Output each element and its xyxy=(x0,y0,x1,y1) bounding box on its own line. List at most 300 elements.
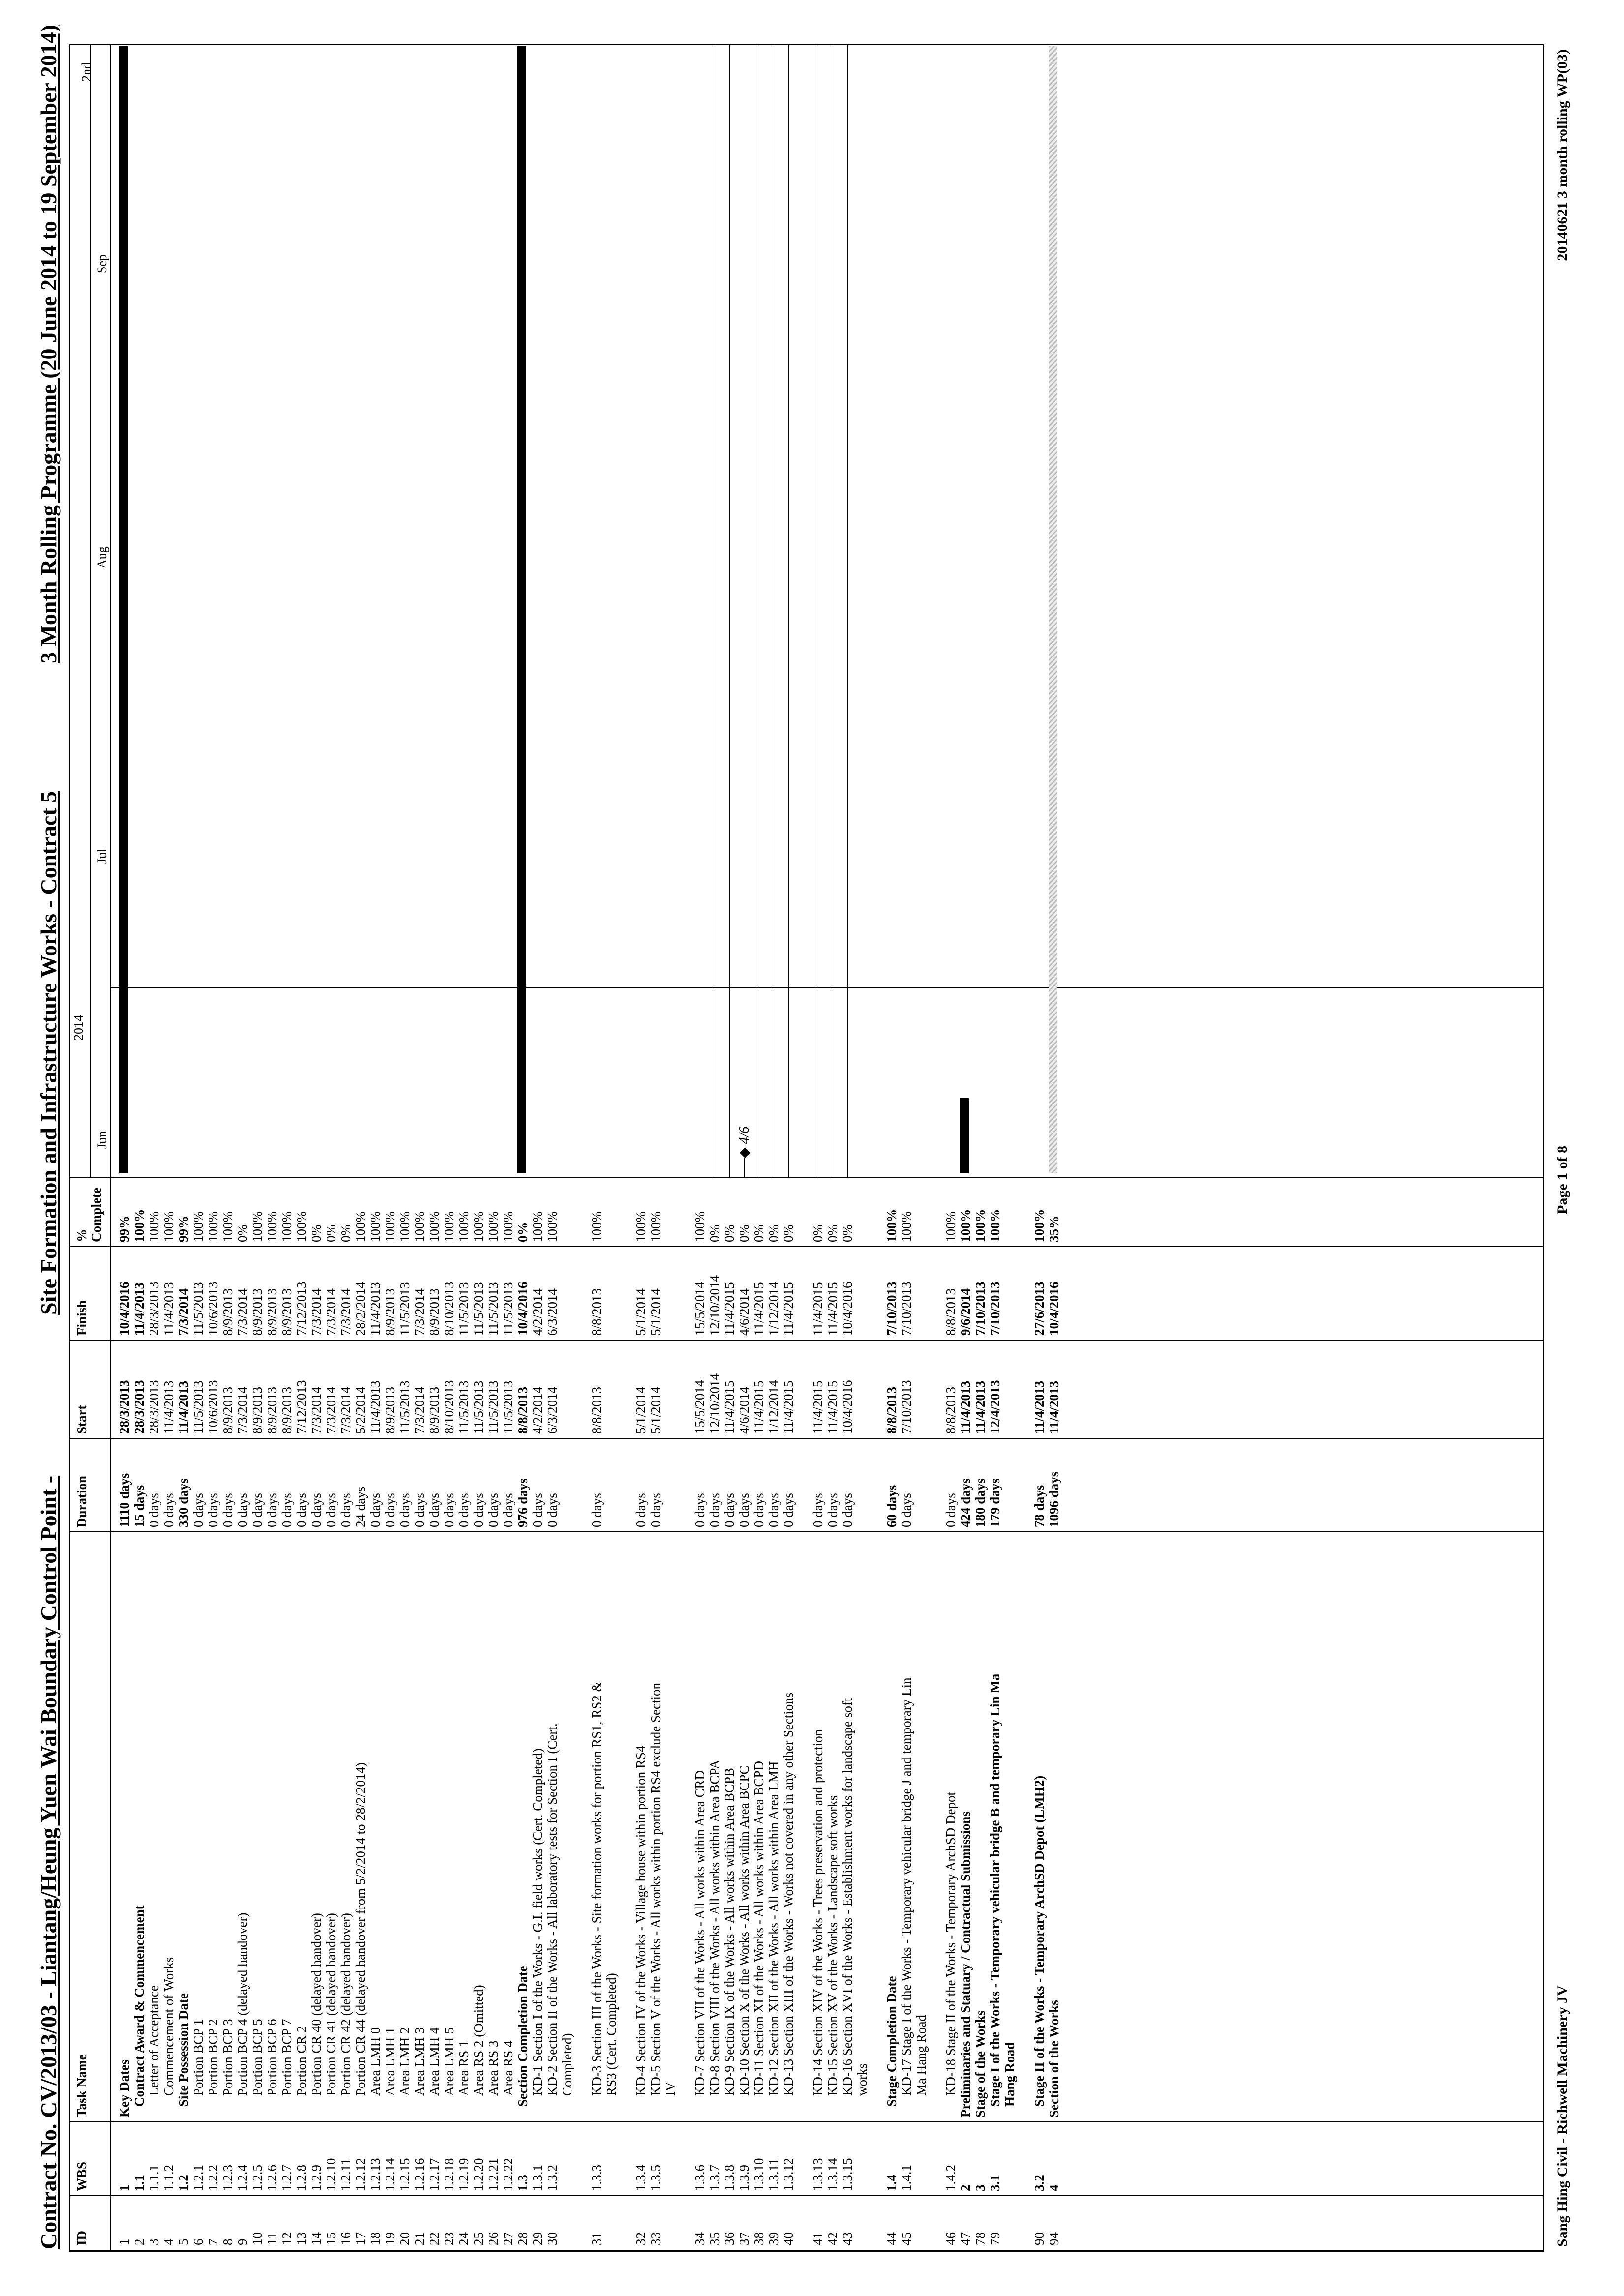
row-finish: 8/8/2013 xyxy=(943,1288,958,1336)
row-task-name: Area LMH 2 xyxy=(397,2027,412,2096)
footer-page: Page 1 of 8 xyxy=(1554,1145,1570,1214)
row-complete: 99% xyxy=(176,1216,191,1242)
row-finish: 7/3/2014 xyxy=(235,1288,250,1336)
row-id: 25 xyxy=(471,2232,486,2245)
row-id: 19 xyxy=(383,2232,397,2245)
row-wbs: 1.1 xyxy=(132,2175,147,2191)
row-id: 2 xyxy=(132,2238,147,2245)
row-complete: 100% xyxy=(633,1211,648,1242)
row-task-name: KD-11 Section XI of the Works - All works within Area BCPD xyxy=(752,1760,766,2096)
row-complete: 0% xyxy=(515,1222,530,1242)
row-finish: 7/3/2014 xyxy=(309,1288,324,1336)
row-wbs: 1.3.3 xyxy=(589,2165,604,2191)
row-wbs: 1.2.13 xyxy=(368,2158,383,2191)
row-wbs: 1.2.15 xyxy=(397,2158,412,2191)
row-wbs: 1.2.18 xyxy=(442,2158,456,2191)
row-task-name: KD-5 Section V of the Works - All works within portion RS4 exclude Section xyxy=(648,1682,663,2096)
row-start: 4/6/2014 xyxy=(737,1386,752,1434)
row-wbs: 1.3.6 xyxy=(692,2165,707,2191)
row-start: 8/9/2013 xyxy=(220,1386,235,1434)
row-start: 8/8/2013 xyxy=(515,1386,530,1434)
row-finish: 8/10/2013 xyxy=(442,1282,456,1336)
timescale-year: 2014 xyxy=(71,1015,86,1041)
row-complete: 100% xyxy=(530,1211,545,1242)
row-finish: 11/5/2013 xyxy=(397,1282,412,1336)
column-divider xyxy=(70,1531,1543,1532)
row-duration: 0 days xyxy=(147,1493,161,1527)
row-complete: 100% xyxy=(147,1211,161,1242)
row-wbs: 1.4.2 xyxy=(943,2165,958,2191)
row-id: 41 xyxy=(811,2232,825,2245)
row-start: 5/2/2014 xyxy=(353,1386,368,1434)
row-id: 79 xyxy=(988,2232,1002,2245)
row-finish: 9/6/2014 xyxy=(958,1288,973,1336)
col-finish-header: Finish xyxy=(74,1300,89,1336)
link-line xyxy=(847,45,848,1178)
row-id: 34 xyxy=(692,2232,707,2245)
row-duration: 0 days xyxy=(324,1493,338,1527)
row-start: 11/4/2013 xyxy=(958,1380,973,1434)
row-complete: 100% xyxy=(1032,1209,1047,1242)
row-finish: 5/1/2014 xyxy=(648,1288,663,1336)
row-id: 46 xyxy=(943,2232,958,2245)
row-duration: 0 days xyxy=(456,1493,471,1527)
row-wbs: 1.2.12 xyxy=(353,2158,368,2191)
col-id-header: ID xyxy=(74,2230,89,2245)
row-finish: 10/4/2016 xyxy=(117,1282,132,1336)
row-complete: 100% xyxy=(884,1209,899,1242)
row-duration: 0 days xyxy=(427,1493,442,1527)
timescale-month-sep: Sep xyxy=(95,254,109,273)
row-wbs: 1.3 xyxy=(515,2175,530,2191)
row-wbs: 1.2 xyxy=(176,2175,191,2191)
row-duration: 0 days xyxy=(825,1493,840,1527)
row-id: 11 xyxy=(265,2233,279,2245)
link-line xyxy=(788,45,789,1178)
link-line xyxy=(729,45,730,1178)
row-id: 26 xyxy=(486,2232,501,2245)
gantt-bar xyxy=(960,1098,969,1173)
works-title: Site Formation and Infrastructure Works - Contract 5 xyxy=(36,791,61,1315)
row-id: 20 xyxy=(397,2232,412,2245)
row-task-name: Portion BCP 1 xyxy=(191,2019,206,2096)
row-finish: 11/4/2015 xyxy=(781,1282,796,1336)
row-complete: 0% xyxy=(766,1224,781,1242)
row-id: 23 xyxy=(442,2232,456,2245)
row-wbs: 1.3.2 xyxy=(545,2165,560,2191)
row-task-name: Commencement of Works xyxy=(161,1957,176,2096)
row-duration: 0 days xyxy=(368,1493,383,1527)
row-complete: 0% xyxy=(722,1224,737,1242)
row-duration: 0 days xyxy=(265,1493,279,1527)
row-task-name: Preliminaries and Statuary / Contractual Submissions xyxy=(958,1811,973,2117)
row-wbs: 4 xyxy=(1047,2184,1061,2191)
row-wbs: 1.2.5 xyxy=(250,2165,265,2191)
row-wbs: 1.3.12 xyxy=(781,2158,796,2191)
row-finish: 7/10/2013 xyxy=(884,1282,899,1336)
row-duration: 0 days xyxy=(545,1493,560,1527)
row-id: 31 xyxy=(589,2232,604,2245)
row-duration: 60 days xyxy=(884,1485,899,1527)
row-complete: 100% xyxy=(294,1211,309,1242)
row-start: 11/5/2013 xyxy=(456,1380,471,1434)
row-complete: 100% xyxy=(265,1211,279,1242)
row-id: 39 xyxy=(766,2232,781,2245)
row-id: 38 xyxy=(752,2232,766,2245)
row-duration: 0 days xyxy=(442,1493,456,1527)
row-task-name: Site Possession Date xyxy=(176,1993,191,2107)
row-duration: 180 days xyxy=(973,1478,988,1527)
row-complete: 0% xyxy=(338,1224,353,1242)
row-wbs: 3.1 xyxy=(988,2175,1002,2191)
row-finish: 7/3/2014 xyxy=(324,1288,338,1336)
column-divider xyxy=(70,1438,1543,1439)
row-duration: 0 days xyxy=(501,1493,515,1527)
row-task-name: Portion BCP 4 (delayed handover) xyxy=(235,1912,250,2096)
row-duration: 0 days xyxy=(397,1493,412,1527)
row-finish: 10/4/2016 xyxy=(1047,1282,1061,1336)
row-duration: 0 days xyxy=(383,1493,397,1527)
row-complete: 100% xyxy=(589,1211,604,1242)
row-wbs: 1.2.11 xyxy=(338,2158,353,2191)
row-complete: 35% xyxy=(1047,1216,1061,1242)
row-id: 3 xyxy=(147,2238,161,2245)
row-finish: 11/4/2015 xyxy=(825,1282,840,1336)
row-wbs: 1.2.10 xyxy=(324,2158,338,2191)
row-wbs: 1.2.16 xyxy=(412,2158,427,2191)
row-finish: 11/5/2013 xyxy=(501,1282,515,1336)
row-id: 15 xyxy=(324,2232,338,2245)
row-finish: 10/4/2016 xyxy=(840,1282,855,1336)
row-start: 11/4/2013 xyxy=(973,1380,988,1434)
row-finish: 6/3/2014 xyxy=(545,1288,560,1336)
row-complete: 0% xyxy=(324,1224,338,1242)
row-duration: 78 days xyxy=(1032,1485,1047,1527)
row-id: 94 xyxy=(1047,2232,1061,2245)
row-task-name: KD-4 Section IV of the Works - Village house within portion RS4 xyxy=(633,1745,648,2096)
row-task-name: Area LMH 4 xyxy=(427,2027,442,2096)
row-finish: 1/12/2014 xyxy=(766,1282,781,1336)
row-task-name: Letter of Acceptance xyxy=(147,1985,161,2096)
row-task-name: Area LMH 1 xyxy=(383,2027,397,2096)
column-divider xyxy=(70,2195,1543,2196)
row-complete: 100% xyxy=(648,1211,663,1242)
row-wbs: 1.2.9 xyxy=(309,2165,324,2191)
row-finish: 11/5/2013 xyxy=(486,1282,501,1336)
row-start: 8/9/2013 xyxy=(279,1386,294,1434)
row-task-name: Area RS 4 xyxy=(501,2040,515,2096)
row-duration: 0 days xyxy=(589,1493,604,1527)
row-complete: 0% xyxy=(235,1224,250,1242)
row-start: 8/10/2013 xyxy=(442,1380,456,1434)
row-start: 4/2/2014 xyxy=(530,1386,545,1434)
col-start-header: Start xyxy=(74,1405,89,1434)
row-wbs: 1.2.7 xyxy=(279,2165,294,2191)
column-divider xyxy=(70,2121,1543,2122)
row-wbs: 1.3.10 xyxy=(752,2158,766,2191)
timescale-divider xyxy=(90,45,91,1178)
row-wbs: 1 xyxy=(117,2184,132,2191)
row-duration: 0 days xyxy=(737,1493,752,1527)
milestone-marker: ◆ 4/6 xyxy=(737,1126,752,1158)
row-duration: 0 days xyxy=(220,1493,235,1527)
row-complete: 0% xyxy=(840,1224,855,1242)
row-wbs: 1.2.21 xyxy=(486,2158,501,2191)
row-duration: 0 days xyxy=(161,1493,176,1527)
row-finish: 11/4/2015 xyxy=(722,1282,737,1336)
row-finish: 28/3/2013 xyxy=(147,1282,161,1336)
row-duration: 0 days xyxy=(412,1493,427,1527)
row-finish: 8/9/2013 xyxy=(250,1288,265,1336)
row-duration: 0 days xyxy=(899,1493,914,1527)
row-duration: 24 days xyxy=(353,1486,368,1527)
row-id: 10 xyxy=(250,2232,265,2245)
row-duration: 1096 days xyxy=(1047,1471,1061,1527)
row-finish: 7/3/2014 xyxy=(338,1288,353,1336)
row-duration: 0 days xyxy=(191,1493,206,1527)
row-finish: 7/10/2013 xyxy=(988,1282,1002,1336)
row-start: 8/9/2013 xyxy=(250,1386,265,1434)
row-finish: 11/4/2013 xyxy=(161,1282,176,1336)
row-task-name: Section of the Works xyxy=(1047,2000,1061,2117)
row-finish: 8/9/2013 xyxy=(279,1288,294,1336)
row-id: 33 xyxy=(648,2232,663,2245)
row-complete: 100% xyxy=(132,1209,147,1242)
row-wbs: 1.3.15 xyxy=(840,2158,855,2191)
row-wbs: 1.4 xyxy=(884,2175,899,2191)
row-id: 4 xyxy=(161,2238,176,2245)
row-wbs: 1.2.2 xyxy=(206,2165,220,2191)
row-finish: 27/6/2013 xyxy=(1032,1282,1047,1336)
row-duration: 0 days xyxy=(471,1493,486,1527)
row-start: 11/4/2015 xyxy=(781,1380,796,1434)
row-start: 8/9/2013 xyxy=(265,1386,279,1434)
row-id: 37 xyxy=(737,2232,752,2245)
row-task-name: Portion BCP 3 xyxy=(220,2019,235,2096)
row-id: 27 xyxy=(501,2232,515,2245)
row-wbs: 1.2.6 xyxy=(265,2165,279,2191)
row-finish: 7/12/2013 xyxy=(294,1282,309,1336)
row-complete: 100% xyxy=(501,1211,515,1242)
row-finish: 4/6/2014 xyxy=(737,1288,752,1336)
row-task-name: KD-15 Section XV of the Works - Landscape soft works xyxy=(825,1795,840,2096)
row-wbs: 1.3.9 xyxy=(737,2165,752,2191)
column-divider xyxy=(70,1340,1543,1341)
programme-title: 3 Month Rolling Programme (20 June 2014 to 19 September 2014) xyxy=(36,25,61,663)
row-id: 32 xyxy=(633,2232,648,2245)
row-task-name: Portion CR 40 (delayed handover) xyxy=(309,1913,324,2096)
footer-company: Sang Hing Civil - Richwell Machinery JV xyxy=(1554,1985,1570,2247)
programme-table xyxy=(69,44,1544,2252)
row-finish: 8/8/2013 xyxy=(589,1288,604,1336)
row-start: 1/12/2014 xyxy=(766,1380,781,1434)
row-task-name-cont: IV xyxy=(663,2082,678,2096)
row-task-name: Portion CR 44 (delayed handover from 5/2/2014 to 28/2/2014) xyxy=(353,1762,368,2096)
col-task-header: Task Name xyxy=(74,2054,89,2117)
row-task-name: KD-13 Section XIII of the Works - Works not covered in any other Sections xyxy=(781,1692,796,2096)
row-start: 11/4/2013 xyxy=(176,1380,191,1434)
row-task-name: Area LMH 3 xyxy=(412,2027,427,2096)
row-task-name: Portion BCP 7 xyxy=(279,2019,294,2096)
row-start: 11/5/2013 xyxy=(191,1380,206,1434)
contract-title: Contract No. CV/2013/03 - Liantang/Heung Yuen Wai Boundary Control Point - xyxy=(36,1475,61,2249)
row-wbs: 1.3.14 xyxy=(825,2158,840,2191)
row-start: 5/1/2014 xyxy=(648,1386,663,1434)
row-duration: 0 days xyxy=(294,1493,309,1527)
row-duration: 0 days xyxy=(486,1493,501,1527)
row-wbs: 1.2.1 xyxy=(191,2165,206,2191)
row-complete: 100% xyxy=(353,1211,368,1242)
row-task-name: KD-2 Section II of the Works - All laboratory tests for Section I (Cert. xyxy=(545,1723,560,2096)
row-id: 1 xyxy=(117,2238,132,2245)
row-start: 8/9/2013 xyxy=(383,1386,397,1434)
row-task-name-cont: Completed) xyxy=(560,2033,574,2096)
row-wbs: 1.1.1 xyxy=(147,2165,161,2191)
row-start: 28/3/2013 xyxy=(147,1380,161,1434)
row-id: 47 xyxy=(958,2232,973,2245)
row-finish: 4/2/2014 xyxy=(530,1288,545,1336)
row-task-name: Key Dates xyxy=(117,2059,132,2117)
row-duration: 0 days xyxy=(722,1493,737,1527)
row-finish: 8/9/2013 xyxy=(383,1288,397,1336)
row-start: 11/4/2015 xyxy=(722,1380,737,1434)
row-id: 17 xyxy=(353,2232,368,2245)
row-complete: 100% xyxy=(397,1211,412,1242)
row-start: 8/8/2013 xyxy=(589,1386,604,1434)
row-wbs: 3 xyxy=(973,2184,988,2191)
row-start: 11/4/2015 xyxy=(825,1380,840,1434)
row-task-name: Area RS 1 xyxy=(456,2040,471,2096)
row-duration: 0 days xyxy=(692,1493,707,1527)
row-id: 43 xyxy=(840,2232,855,2245)
row-finish: 5/1/2014 xyxy=(633,1288,648,1336)
row-complete: 100% xyxy=(899,1211,914,1242)
timescale-month-aug: Aug xyxy=(95,546,109,568)
row-id: 5 xyxy=(176,2238,191,2245)
row-complete: 100% xyxy=(412,1211,427,1242)
row-finish: 8/9/2013 xyxy=(427,1288,442,1336)
row-task-name: KD-7 Section VII of the Works - All works within Area CRD xyxy=(692,1770,707,2096)
row-start: 8/8/2013 xyxy=(943,1386,958,1434)
row-task-name: KD-12 Section XII of the Works - All works within Area LMH xyxy=(766,1761,781,2096)
row-duration: 330 days xyxy=(176,1478,191,1527)
column-divider xyxy=(70,1246,1543,1247)
row-task-name-cont: RS3 (Cert. Completed) xyxy=(604,1973,619,2096)
row-task-name: Portion BCP 2 xyxy=(206,2019,220,2096)
row-id: 29 xyxy=(530,2232,545,2245)
row-wbs: 1.2.20 xyxy=(471,2158,486,2191)
row-start: 11/5/2013 xyxy=(486,1380,501,1434)
status-date-line xyxy=(110,987,1543,988)
row-duration: 0 days xyxy=(633,1493,648,1527)
row-start: 11/4/2013 xyxy=(368,1380,383,1434)
row-wbs: 1.3.13 xyxy=(811,2158,825,2191)
row-task-name: KD-18 Stage II of the Works - Temporary ArchSD Depot xyxy=(943,1791,958,2096)
row-finish: 7/3/2014 xyxy=(412,1288,427,1336)
row-duration: 0 days xyxy=(752,1493,766,1527)
row-wbs: 1.2.8 xyxy=(294,2165,309,2191)
row-complete: 100% xyxy=(161,1211,176,1242)
row-task-name: Area LMH 5 xyxy=(442,2027,456,2096)
row-complete: 0% xyxy=(811,1224,825,1242)
row-task-name-cont: works xyxy=(855,2063,870,2096)
gantt-bar xyxy=(119,46,128,1173)
row-task-name: KD-14 Section XIV of the Works - Trees preservation and protection xyxy=(811,1729,825,2096)
row-id: 44 xyxy=(884,2232,899,2245)
row-start: 11/4/2013 xyxy=(1032,1380,1047,1434)
row-finish: 28/2/2014 xyxy=(353,1282,368,1336)
row-duration: 0 days xyxy=(338,1493,353,1527)
row-start: 7/12/2013 xyxy=(294,1380,309,1434)
row-complete: 0% xyxy=(752,1224,766,1242)
row-id: 28 xyxy=(515,2232,530,2245)
row-wbs: 1.2.19 xyxy=(456,2158,471,2191)
row-id: 45 xyxy=(899,2232,914,2245)
row-wbs: 1.3.1 xyxy=(530,2165,545,2191)
row-start: 11/4/2015 xyxy=(811,1380,825,1434)
row-id: 78 xyxy=(973,2232,988,2245)
row-task-name: Stage Completion Date xyxy=(884,1976,899,2107)
row-task-name: Portion BCP 6 xyxy=(265,2019,279,2096)
row-start: 11/4/2015 xyxy=(752,1380,766,1434)
row-complete: 0% xyxy=(781,1224,796,1242)
row-duration: 0 days xyxy=(766,1493,781,1527)
row-start: 15/5/2014 xyxy=(692,1380,707,1434)
row-task-name: KD-9 Section IX of the Works - All works within Area BCPB xyxy=(722,1767,737,2096)
timescale-month-jul: Jul xyxy=(95,848,109,864)
row-finish: 11/4/2013 xyxy=(132,1282,147,1336)
row-wbs: 1.4.1 xyxy=(899,2165,914,2191)
row-wbs: 1.1.2 xyxy=(161,2165,176,2191)
header-divider xyxy=(110,45,111,2250)
row-duration: 15 days xyxy=(132,1485,147,1527)
row-complete: 100% xyxy=(250,1211,265,1242)
row-duration: 0 days xyxy=(943,1493,958,1527)
row-complete: 0% xyxy=(309,1224,324,1242)
row-duration: 0 days xyxy=(530,1493,545,1527)
row-duration: 0 days xyxy=(309,1493,324,1527)
row-duration: 0 days xyxy=(811,1493,825,1527)
row-finish: 7/3/2014 xyxy=(176,1288,191,1336)
row-wbs: 1.2.14 xyxy=(383,2158,397,2191)
row-task-name-cont: Ma Hang Road xyxy=(914,2015,929,2096)
row-complete: 99% xyxy=(117,1216,132,1242)
row-complete: 100% xyxy=(442,1211,456,1242)
row-complete: 100% xyxy=(471,1211,486,1242)
row-task-name: Area LMH 0 xyxy=(368,2027,383,2096)
row-finish: 11/5/2013 xyxy=(191,1282,206,1336)
row-finish: 10/4/2016 xyxy=(515,1282,530,1336)
row-start: 7/3/2014 xyxy=(324,1386,338,1434)
row-finish: 10/6/2013 xyxy=(206,1282,220,1336)
row-complete: 0% xyxy=(825,1224,840,1242)
row-id: 6 xyxy=(191,2238,206,2245)
row-duration: 0 days xyxy=(250,1493,265,1527)
row-wbs: 1.2.22 xyxy=(501,2158,515,2191)
row-start: 8/8/2013 xyxy=(884,1386,899,1434)
row-duration: 179 days xyxy=(988,1478,1002,1527)
row-task-name: KD-16 Section XVI of the Works - Establishment works for landscape soft xyxy=(840,1698,855,2096)
row-task-name: KD-1 Section I of the Works - G.I. field works (Cert. Completed) xyxy=(530,1748,545,2096)
row-task-name: Portion CR 2 xyxy=(294,2026,309,2096)
row-complete: 100% xyxy=(486,1211,501,1242)
row-complete: 100% xyxy=(545,1211,560,1242)
row-complete: 100% xyxy=(943,1211,958,1242)
row-task-name: Stage of the Works xyxy=(973,2010,988,2117)
row-start: 7/3/2014 xyxy=(235,1386,250,1434)
row-duration: 0 days xyxy=(781,1493,796,1527)
row-complete: 100% xyxy=(220,1211,235,1242)
